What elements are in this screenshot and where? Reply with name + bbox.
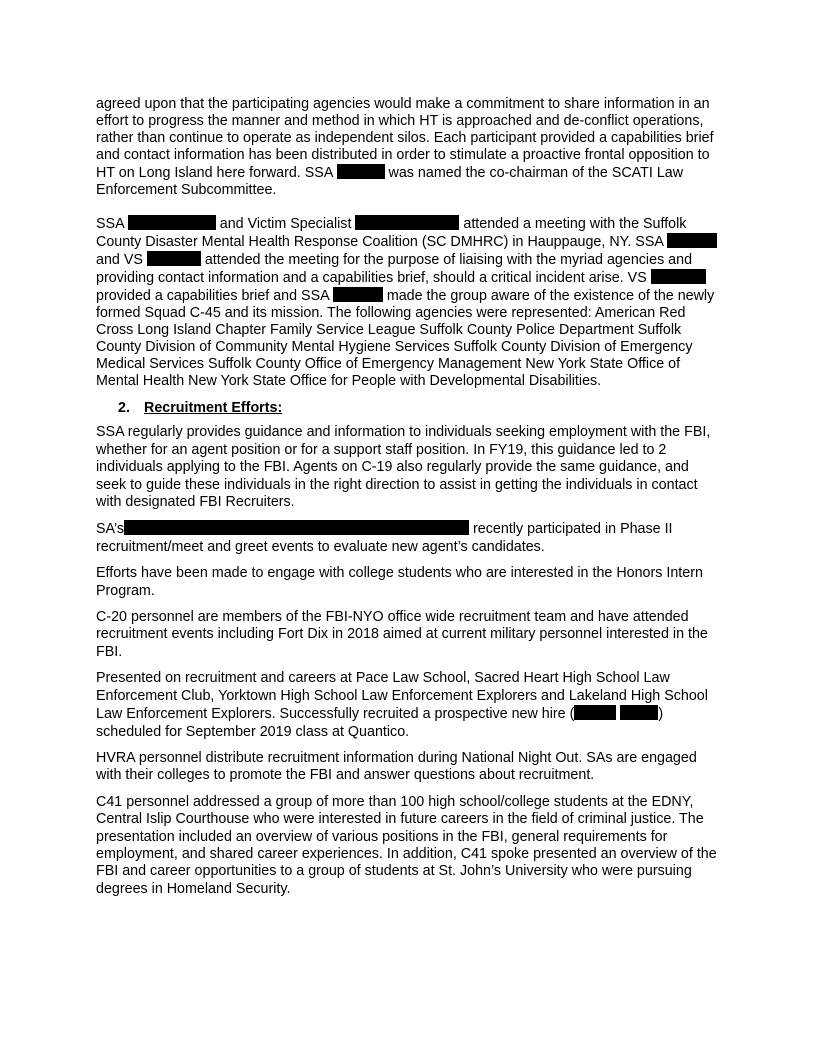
section-number: 2. (118, 399, 130, 416)
redaction-box (651, 269, 706, 284)
paragraph-phase-ii: SA’s recently participated in Phase II recruitment/meet and greet events to evaluate new agent’s candidates. (96, 521, 673, 555)
paragraph-c20-recruitment: C-20 personnel are members of the FBI-NYO office wide recruitment team and have attended recruitment events including Fort Dix in 2018 aimed at current military personnel interested in the FBI. (96, 609, 708, 660)
paragraph-presentations: Presented on recruitment and careers at Pace Law School, Sacred Heart High School Law Enforcement Club, Yorktown High School Law Enforcement Explorers and Lakeland High School Law Enforcement Explorers. Successfully recruited a prospective new hire ( ) scheduled for September 2019 class at Quantico. (96, 670, 708, 740)
redaction-box (124, 520, 469, 535)
document-page (96, 96, 722, 907)
redaction-box (337, 164, 385, 179)
paragraph-ssa-guidance: SSA regularly provides guidance and information to individuals seeking employment with the FBI, whether for an agent position or for a support staff position. In FY19, this guidance led to 2 individuals applying to the FBI. Agents on C-19 also regularly provide the same guidance, and seek to guide these individuals in the right direction to assist in getting the individuals in contact with designated FBI Recruiters. (96, 424, 711, 511)
redaction-box (620, 705, 658, 720)
redaction-box (128, 215, 216, 230)
paragraph-ht-coalition: agreed upon that the participating agencies would make a commitment to share information in an effort to progress the manner and method in which HT is approached and de-conflict operations, rather than continue to operate as independent silos. Each participant provided a capabilities brief and contact information has been distributed in order to stimulate a proactive frontal opposition to HT on Long Island here forward. SSA was named the co-chairman of the SCATI Law Enforcement Subcommittee. (96, 96, 714, 198)
redaction-box (574, 705, 616, 720)
paragraph-sc-dmhrc-meeting: SSA and Victim Specialist attended a meeting with the Suffolk County Disaster Mental Health Response Coalition (SC DMHRC) in Hauppauge, NY. SSA and VS attended the meeting for the purpose of liaising with the myriad agencies and providing contact information and a capabilities brief, should a critical incident arise. VS provided a capabilities brief and SSA made the group aware of the existence of the newly formed Squad C-45 and its mission. The following agencies were represented: American Red Cross Long Island Chapter Family Service League Suffolk County Police Department Suffolk County Division of Community Mental Hygiene Services Suffolk County Division of Emergency Medical Services Suffolk County Office of Emergency Management New York State Office of Mental Health New York State Office for People with Developmental Disabilities. (96, 215, 722, 389)
redaction-box (667, 233, 717, 248)
paragraph-hvra: HVRA personnel distribute recruitment information during National Night Out. SAs are engaged with their colleges to promote the FBI and answer questions about recruitment. (96, 749, 697, 784)
redaction-box (147, 251, 201, 266)
redaction-box (333, 287, 383, 302)
section-title: Recruitment Efforts: (144, 399, 283, 416)
redaction-box (355, 215, 459, 230)
paragraph-honors-intern: Efforts have been made to engage with college students who are interested in the Honors Intern Program. (96, 565, 703, 599)
paragraph-c41: C41 personnel addressed a group of more than 100 high school/college students at the EDNY, Central Islip Courthouse who were interested in future careers in the field of criminal justice. The presentation included an overview of various positions in the FBI, general requirements for employment, and shared career experiences. In addition, C41 spoke presented an overview of the FBI and career opportunities to a group of students at St. John’s University who were pursuing degrees in Homeland Security. (96, 793, 717, 897)
section-heading (96, 400, 722, 417)
